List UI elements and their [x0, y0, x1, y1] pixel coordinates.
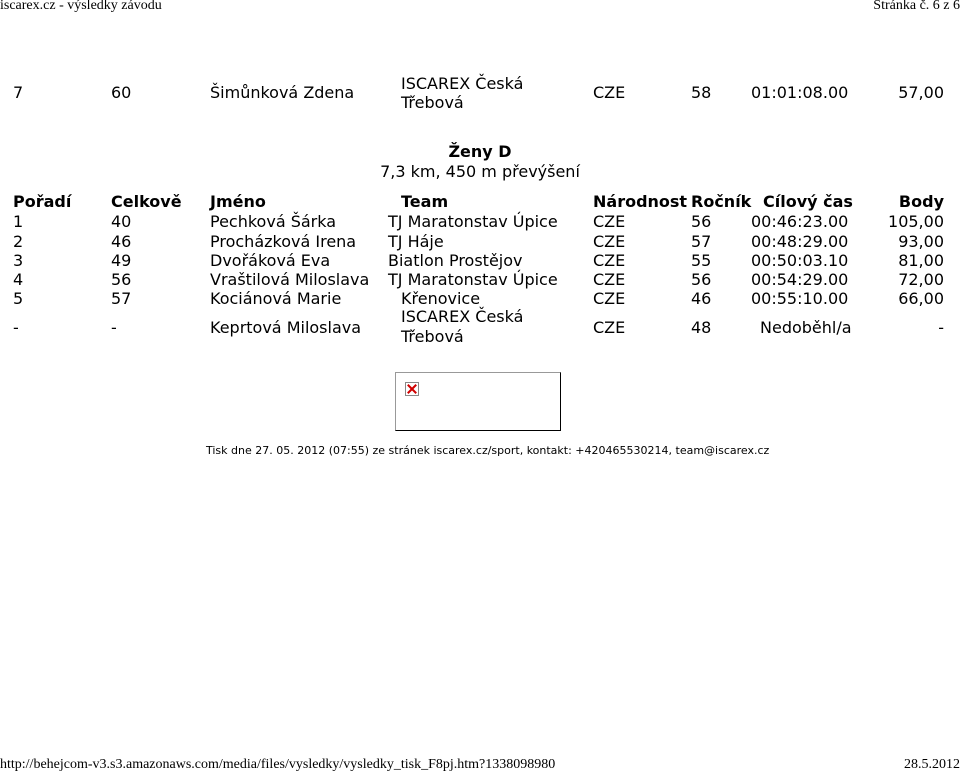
- browser-print-page-number: Stránka č. 6 z 6: [873, 0, 960, 13]
- cell-celkove: 49: [111, 251, 132, 270]
- browser-print-header-title: iscarex.cz - výsledky závodu: [0, 0, 162, 13]
- cell-rocnik: 56: [691, 270, 712, 289]
- col-header-jmeno: Jméno: [210, 192, 266, 211]
- cell-cas: 00:54:29.00: [751, 270, 849, 289]
- cell-team-line1: ISCAREX Česká: [401, 74, 524, 93]
- cell-team: TJ Háje: [388, 232, 444, 251]
- cell-poradi: 3: [13, 251, 24, 270]
- cell-celkove: -: [111, 318, 117, 337]
- cell-cas: 01:01:08.00: [751, 83, 849, 102]
- cell-jmeno: Dvořáková Eva: [210, 251, 331, 270]
- cell-celkove: 60: [111, 83, 132, 102]
- broken-image-placeholder: [395, 372, 561, 431]
- cell-narodnost: CZE: [593, 232, 626, 251]
- cell-narodnost: CZE: [593, 289, 626, 308]
- cell-jmeno: Kociánová Marie: [210, 289, 342, 308]
- cell-body: 81,00: [898, 251, 944, 270]
- category-subtitle: 7,3 km, 450 m převýšení: [380, 162, 580, 181]
- cell-narodnost: CZE: [593, 212, 626, 231]
- cell-cas: 00:48:29.00: [751, 232, 849, 251]
- cell-body: 105,00: [888, 212, 944, 231]
- cell-body: 93,00: [898, 232, 944, 251]
- cell-body: 57,00: [898, 83, 944, 102]
- cell-rocnik: 56: [691, 212, 712, 231]
- cell-cas: Nedoběhl/a: [760, 318, 852, 337]
- cell-team: TJ Maratonstav Úpice: [388, 212, 558, 231]
- cell-narodnost: CZE: [593, 318, 626, 337]
- cell-celkove: 40: [111, 212, 132, 231]
- cell-narodnost: CZE: [593, 83, 626, 102]
- col-header-poradi: Pořadí: [13, 192, 72, 211]
- cell-jmeno: Procházková Irena: [210, 232, 357, 251]
- cell-team-line2: Třebová: [401, 93, 464, 112]
- cell-celkove: 57: [111, 289, 132, 308]
- cell-poradi: 7: [13, 83, 24, 102]
- browser-print-footer-url: http://behejcom-v3.s3.amazonaws.com/media/files/vysledky/vysledky_tisk_F8pj.htm?1338098980: [0, 757, 556, 772]
- category-title: Ženy D: [448, 142, 512, 161]
- cell-poradi: -: [13, 318, 19, 337]
- cell-rocnik: 55: [691, 251, 712, 270]
- cell-jmeno: Šimůnková Zdena: [210, 83, 355, 102]
- cell-body: 66,00: [898, 289, 944, 308]
- cell-cas: 00:46:23.00: [751, 212, 849, 231]
- cell-celkove: 56: [111, 270, 132, 289]
- cell-cas: 00:50:03.10: [751, 251, 849, 270]
- cell-team: Křenovice: [401, 289, 481, 308]
- col-header-cas: Cílový čas: [763, 192, 853, 211]
- col-header-body: Body: [898, 192, 944, 211]
- cell-team-line2: Třebová: [401, 327, 464, 346]
- col-header-team: Team: [401, 192, 449, 211]
- col-header-celkove: Celkově: [111, 192, 182, 211]
- cell-celkove: 46: [111, 232, 132, 251]
- col-header-narodnost: Národnost: [593, 192, 688, 211]
- cell-rocnik: 48: [691, 318, 712, 337]
- cell-poradi: 4: [13, 270, 24, 289]
- cell-poradi: 2: [13, 232, 24, 251]
- cell-cas: 00:55:10.00: [751, 289, 849, 308]
- cell-team: Biatlon Prostějov: [388, 251, 523, 270]
- browser-print-footer-date: 28.5.2012: [904, 757, 960, 772]
- cell-body: -: [938, 318, 944, 337]
- cell-poradi: 1: [13, 212, 24, 231]
- cell-rocnik: 58: [691, 83, 712, 102]
- cell-team: TJ Maratonstav Úpice: [388, 270, 558, 289]
- cell-jmeno: Pechková Šárka: [210, 212, 337, 231]
- cell-rocnik: 46: [691, 289, 712, 308]
- cell-jmeno: Vraštilová Miloslava: [210, 270, 370, 289]
- col-header-rocnik: Ročník: [691, 192, 752, 211]
- cell-narodnost: CZE: [593, 251, 626, 270]
- broken-image-icon: [405, 382, 419, 396]
- cell-narodnost: CZE: [593, 270, 626, 289]
- cell-body: 72,00: [898, 270, 944, 289]
- cell-poradi: 5: [13, 289, 24, 308]
- cell-jmeno: Keprtová Miloslava: [210, 318, 362, 337]
- cell-team-line1: ISCAREX Česká: [401, 307, 524, 326]
- cell-rocnik: 57: [691, 232, 712, 251]
- print-timestamp-note: Tisk dne 27. 05. 2012 (07:55) ze stránek iscarex.cz/sport, kontakt: +420465530214, team@iscarex.cz: [206, 444, 770, 457]
